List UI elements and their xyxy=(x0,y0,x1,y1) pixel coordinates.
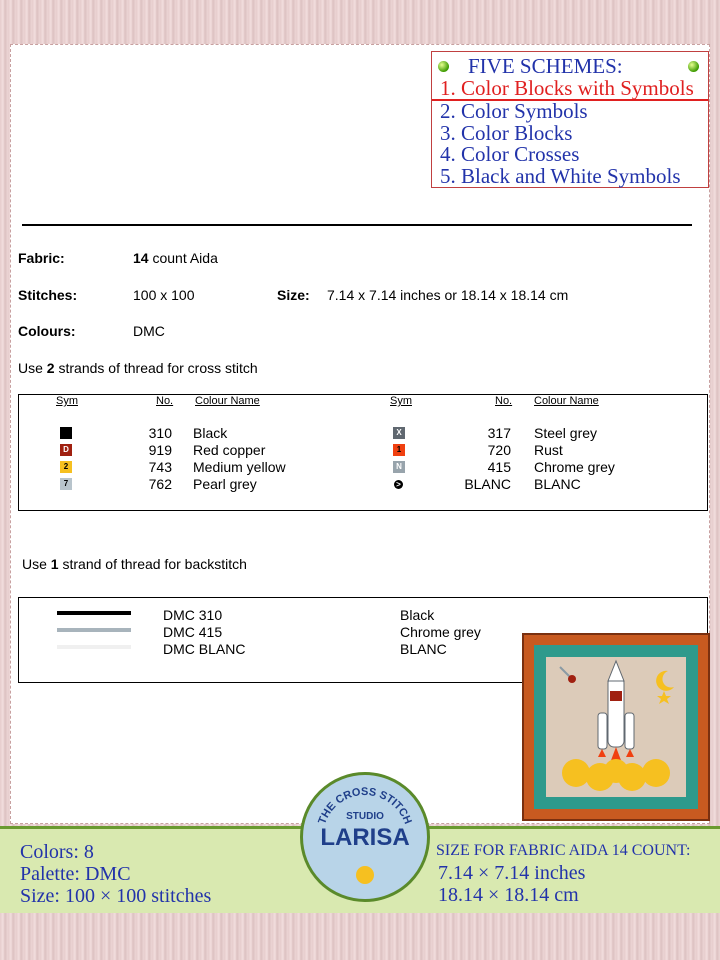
size-value: 7.14 x 7.14 inches or 18.14 x 18.14 cm xyxy=(327,287,569,303)
symbol-icon-720: 1 xyxy=(393,444,405,456)
bottom-background xyxy=(0,913,720,960)
footer-fabric-title: SIZE FOR FABRIC AIDA 14 COUNT: xyxy=(436,842,691,859)
colour-number: 762 xyxy=(148,476,172,492)
colour-number: 317 xyxy=(487,425,511,441)
picture-mat xyxy=(534,645,698,809)
colours-label: Colours: xyxy=(18,323,76,339)
colour-number: 743 xyxy=(148,459,172,475)
logo-studio-text: STUDIO xyxy=(346,811,384,822)
backstitch-dmc: DMC 415 xyxy=(163,624,223,640)
logo-mascot-icon xyxy=(356,866,374,884)
schemes-panel xyxy=(431,51,709,188)
colour-number: 310 xyxy=(148,425,172,441)
backstitch-colour-name: BLANC xyxy=(400,641,447,657)
symbol-icon-317: X xyxy=(393,427,405,439)
footer-inches: 7.14 × 7.14 inches xyxy=(438,862,586,884)
backstitch-line-sample xyxy=(57,628,131,632)
colour-name: Red copper xyxy=(193,442,266,458)
colour-name: Chrome grey xyxy=(534,459,615,475)
bullet-icon-right xyxy=(688,61,699,72)
scheme-item-1[interactable]: 1. Color Blocks with Symbols xyxy=(432,78,708,102)
finished-picture-frame xyxy=(522,633,710,821)
backstitch-dmc: DMC BLANC xyxy=(163,641,246,657)
colour-number: 919 xyxy=(148,442,172,458)
colour-key-table xyxy=(18,394,708,511)
fabric-type: count Aida xyxy=(152,250,218,266)
studio-logo xyxy=(300,772,430,902)
footer-cm: 18.14 × 18.14 cm xyxy=(438,884,579,906)
logo-top-text: THE CROSS STITCH xyxy=(316,785,414,826)
backstitch-colour-name: Black xyxy=(400,607,435,623)
scheme-item-2[interactable]: 2. Color Symbols xyxy=(440,99,588,123)
header-no-right: No. xyxy=(495,395,513,407)
colour-name: Steel grey xyxy=(534,425,598,441)
header-no-left: No. xyxy=(156,395,174,407)
stitches-label: Stitches: xyxy=(18,287,78,303)
symbol-icon-415: N xyxy=(393,461,405,473)
colour-name: Pearl grey xyxy=(193,476,257,492)
fabric-value xyxy=(133,250,218,266)
header-name-right: Colour Name xyxy=(534,395,599,407)
colour-number: 720 xyxy=(487,442,511,458)
colour-name: Medium yellow xyxy=(193,459,286,475)
fabric-count: 14 xyxy=(133,250,149,266)
symbol-icon-743: 2 xyxy=(60,461,72,473)
backstitch-colour-name: Chrome grey xyxy=(400,624,481,640)
colours-value: DMC xyxy=(133,323,165,339)
divider xyxy=(22,224,692,226)
backstitch-dmc: DMC 310 xyxy=(163,607,223,623)
bullet-icon-left xyxy=(438,61,449,72)
symbol-icon-310 xyxy=(60,427,72,439)
header-name-left: Colour Name xyxy=(195,395,260,407)
symbol-icon-762: 7 xyxy=(60,478,72,490)
logo-name-text: LARISA xyxy=(320,824,410,851)
backstitch-line-sample xyxy=(57,645,131,649)
colour-name: Black xyxy=(193,425,228,441)
footer-colors: Colors: 8 xyxy=(20,841,94,863)
size-label: Size: xyxy=(277,287,310,303)
colour-name: BLANC xyxy=(534,476,581,492)
header-sym-right: Sym xyxy=(390,395,412,407)
footer-palette: Palette: DMC xyxy=(20,863,131,885)
fabric-label: Fabric: xyxy=(18,250,65,266)
scheme-item-5[interactable]: 5. Black and White Symbols xyxy=(440,163,681,188)
stitches-value: 100 x 100 xyxy=(133,287,195,303)
schemes-title: FIVE SCHEMES: xyxy=(468,54,623,78)
colour-number: BLANC xyxy=(464,476,511,492)
footer-size: Size: 100 × 100 stitches xyxy=(20,885,212,907)
symbol-icon-blanc: > xyxy=(394,480,403,489)
colour-name: Rust xyxy=(534,442,563,458)
scheme-item-3[interactable]: 3. Color Blocks xyxy=(440,120,573,145)
scheme-item-4[interactable]: 4. Color Crosses xyxy=(440,142,580,166)
backstitch-line-sample xyxy=(57,611,131,615)
cross-stitch-note: Use 2 strands of thread for cross stitch xyxy=(18,360,258,376)
symbol-icon-919: D xyxy=(60,444,72,456)
rocket-picture xyxy=(546,657,686,797)
header-sym-left: Sym xyxy=(56,395,78,407)
backstitch-note: Use 1 strand of thread for backstitch xyxy=(22,556,247,572)
colour-number: 415 xyxy=(487,459,511,475)
